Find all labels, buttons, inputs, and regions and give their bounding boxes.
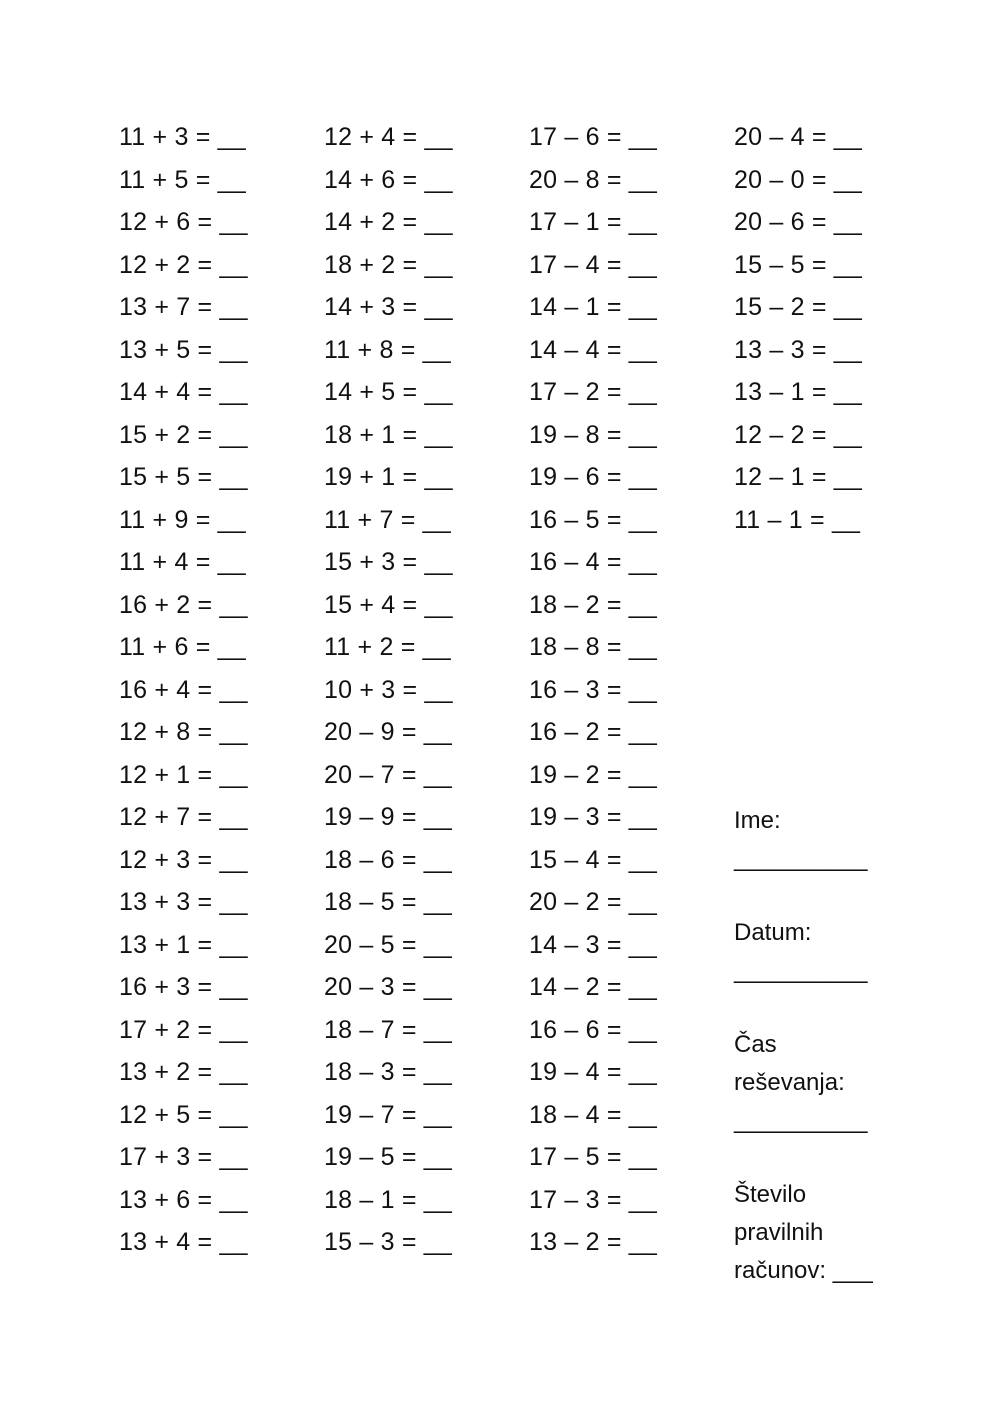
math-problem[interactable]: 18 + 1 = __ — [324, 420, 453, 449]
math-problem[interactable]: 15 + 4 = __ — [324, 590, 453, 619]
math-problem[interactable]: 20 – 0 = __ — [734, 165, 863, 194]
math-problem[interactable]: 12 + 8 = __ — [119, 718, 248, 746]
math-problem[interactable]: 12 + 5 = __ — [119, 1100, 248, 1129]
math-problem[interactable]: 19 + 1 = __ — [324, 463, 453, 491]
correct-count-label-line-2: pravilnih — [734, 1219, 824, 1246]
math-problem[interactable]: 16 + 3 = __ — [119, 973, 248, 1001]
math-problem[interactable]: 13 + 1 = __ — [119, 930, 248, 959]
math-problem[interactable]: 10 + 3 = __ — [324, 675, 453, 704]
math-problem[interactable]: 13 + 2 = __ — [119, 1058, 248, 1086]
math-problem[interactable]: 17 – 4 = __ — [529, 250, 658, 279]
math-problem[interactable]: 16 + 4 = __ — [119, 675, 248, 704]
math-problem[interactable]: 17 + 3 = __ — [119, 1143, 248, 1171]
math-problem[interactable]: 17 – 2 = __ — [529, 378, 658, 406]
time-label-line-2: reševanja: — [734, 1069, 845, 1096]
math-problem[interactable]: 16 – 5 = __ — [529, 505, 658, 534]
math-problem[interactable]: 20 – 4 = __ — [734, 123, 863, 151]
math-problem[interactable]: 19 – 5 = __ — [324, 1143, 453, 1171]
math-problem[interactable]: 14 + 5 = __ — [324, 378, 453, 406]
math-problem[interactable]: 12 + 4 = __ — [324, 123, 453, 151]
math-problem[interactable]: 19 – 8 = __ — [529, 420, 658, 449]
math-problem[interactable]: 19 – 9 = __ — [324, 803, 453, 831]
math-problem[interactable]: 11 + 8 = __ — [324, 335, 451, 364]
math-problem[interactable]: 18 – 6 = __ — [324, 845, 453, 874]
math-problem[interactable]: 11 + 3 = __ — [119, 123, 246, 151]
math-problem[interactable]: 12 + 2 = __ — [119, 250, 248, 279]
problem-column-1 — [119, 118, 248, 1266]
math-problem[interactable]: 12 – 1 = __ — [734, 463, 863, 491]
math-problem[interactable]: 17 + 2 = __ — [119, 1015, 248, 1044]
math-problem[interactable]: 14 – 2 = __ — [529, 973, 658, 1001]
math-problem[interactable]: 11 + 9 = __ — [119, 505, 246, 534]
math-problem[interactable]: 11 – 1 = __ — [734, 505, 861, 534]
math-problem[interactable]: 20 – 3 = __ — [324, 973, 453, 1001]
math-problem[interactable]: 18 + 2 = __ — [324, 250, 453, 279]
math-problem[interactable]: 12 + 6 = __ — [119, 208, 248, 236]
math-problem[interactable]: 12 + 3 = __ — [119, 845, 248, 874]
math-problem[interactable]: 13 + 6 = __ — [119, 1185, 248, 1214]
math-problem[interactable]: 19 – 6 = __ — [529, 463, 658, 491]
math-problem[interactable]: 15 – 2 = __ — [734, 293, 863, 321]
math-problem[interactable]: 15 – 5 = __ — [734, 250, 863, 279]
math-problem[interactable]: 18 – 7 = __ — [324, 1015, 453, 1044]
problem-column-4 — [734, 118, 862, 543]
math-problem[interactable]: 12 + 1 = __ — [119, 760, 248, 789]
math-problem[interactable]: 15 + 3 = __ — [324, 548, 453, 576]
math-problem[interactable]: 13 + 5 = __ — [119, 335, 248, 364]
math-problem[interactable]: 16 + 2 = __ — [119, 590, 248, 619]
math-problem[interactable]: 14 – 3 = __ — [529, 930, 658, 959]
math-problem[interactable]: 20 – 8 = __ — [529, 165, 658, 194]
math-problem[interactable]: 13 – 2 = __ — [529, 1228, 658, 1256]
math-problem[interactable]: 13 + 3 = __ — [119, 888, 248, 916]
math-problem[interactable]: 20 – 2 = __ — [529, 888, 658, 916]
math-problem[interactable]: 15 + 5 = __ — [119, 463, 248, 491]
name-label: Ime: — [734, 807, 781, 834]
math-problem[interactable]: 15 – 4 = __ — [529, 845, 658, 874]
math-problem[interactable]: 16 – 6 = __ — [529, 1015, 658, 1044]
math-problem[interactable]: 18 – 2 = __ — [529, 590, 658, 619]
math-problem[interactable]: 14 + 4 = __ — [119, 378, 248, 406]
math-problem[interactable]: 11 + 2 = __ — [324, 633, 451, 661]
math-problem[interactable]: 15 – 3 = __ — [324, 1228, 453, 1256]
problem-column-2 — [324, 118, 453, 1266]
time-blank[interactable]: __________ — [734, 1107, 868, 1134]
math-problem[interactable]: 16 – 4 = __ — [529, 548, 658, 576]
math-problem[interactable]: 14 + 6 = __ — [324, 165, 453, 194]
math-problem[interactable]: 18 – 5 = __ — [324, 888, 453, 916]
math-problem[interactable]: 13 – 3 = __ — [734, 335, 863, 364]
math-problem[interactable]: 13 + 4 = __ — [119, 1228, 248, 1256]
correct-count-label-line-3[interactable]: računov: ___ — [734, 1257, 873, 1284]
math-problem[interactable]: 17 – 1 = __ — [529, 208, 658, 236]
math-problem[interactable]: 17 – 6 = __ — [529, 123, 658, 151]
math-problem[interactable]: 14 + 2 = __ — [324, 208, 453, 236]
math-problem[interactable]: 16 – 3 = __ — [529, 675, 658, 704]
math-problem[interactable]: 11 + 6 = __ — [119, 633, 246, 661]
math-problem[interactable]: 14 + 3 = __ — [324, 293, 453, 321]
name-blank[interactable]: __________ — [734, 845, 868, 872]
math-problem[interactable]: 12 – 2 = __ — [734, 420, 863, 449]
math-problem[interactable]: 20 – 5 = __ — [324, 930, 453, 959]
math-problem[interactable]: 19 – 3 = __ — [529, 803, 658, 831]
math-problem[interactable]: 20 – 7 = __ — [324, 760, 453, 789]
correct-count-label-line-1: Število — [734, 1181, 807, 1208]
math-problem[interactable]: 13 + 7 = __ — [119, 293, 248, 321]
math-problem[interactable]: 18 – 3 = __ — [324, 1058, 453, 1086]
math-problem[interactable]: 11 + 7 = __ — [324, 505, 451, 534]
math-problem[interactable]: 13 – 1 = __ — [734, 378, 863, 406]
math-problem[interactable]: 18 – 1 = __ — [324, 1185, 453, 1214]
math-problem[interactable]: 19 – 4 = __ — [529, 1058, 658, 1086]
problem-column-3 — [529, 118, 657, 1266]
date-label: Datum: — [734, 919, 812, 946]
math-problem[interactable]: 16 – 2 = __ — [529, 718, 658, 746]
math-problem[interactable]: 17 – 3 = __ — [529, 1185, 658, 1214]
math-problem[interactable]: 18 – 4 = __ — [529, 1100, 658, 1129]
date-blank[interactable]: __________ — [734, 957, 868, 984]
math-problem[interactable]: 14 – 1 = __ — [529, 293, 658, 321]
math-problem[interactable]: 19 – 2 = __ — [529, 760, 658, 789]
time-label-line-1: Čas — [734, 1031, 777, 1058]
math-problem[interactable]: 18 – 8 = __ — [529, 633, 658, 661]
math-problem[interactable]: 19 – 7 = __ — [324, 1100, 453, 1129]
math-problem[interactable]: 15 + 2 = __ — [119, 420, 248, 449]
math-problem[interactable]: 14 – 4 = __ — [529, 335, 658, 364]
math-problem[interactable]: 17 – 5 = __ — [529, 1143, 658, 1171]
math-problem[interactable]: 12 + 7 = __ — [119, 803, 248, 831]
math-problem[interactable]: 11 + 4 = __ — [119, 548, 246, 576]
math-problem[interactable]: 20 – 6 = __ — [734, 208, 863, 236]
math-problem[interactable]: 11 + 5 = __ — [119, 165, 246, 194]
student-info-section — [734, 802, 914, 1290]
math-problem[interactable]: 20 – 9 = __ — [324, 718, 453, 746]
